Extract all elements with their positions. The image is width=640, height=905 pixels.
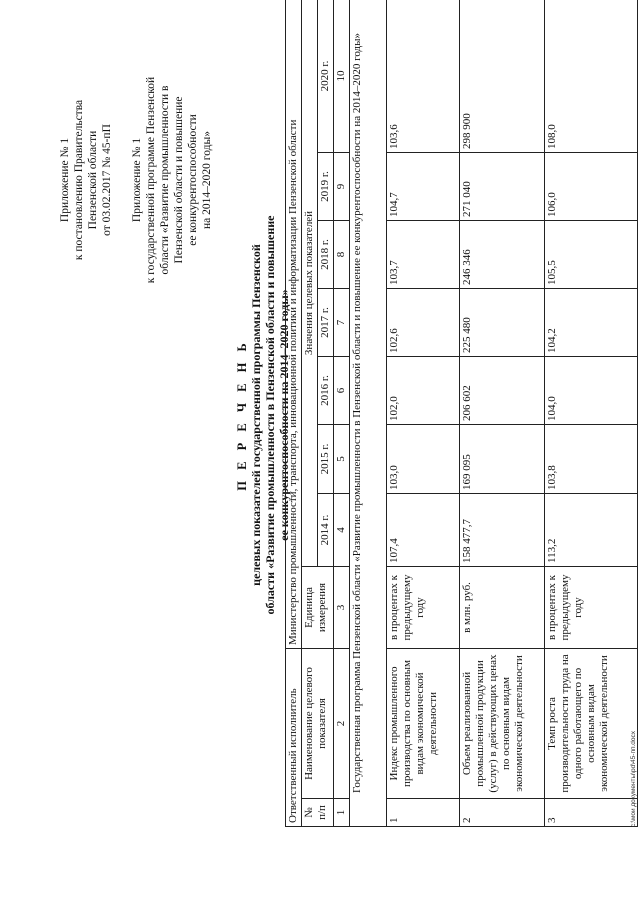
program-line: области «Развитие промышленности в (159, 85, 171, 275)
row-number: 3 (545, 799, 638, 827)
decree-line: Пензенской области (87, 130, 99, 230)
col-number: 4 (334, 494, 350, 567)
row-number: 1 (387, 799, 460, 827)
col-number: 10 (334, 0, 350, 153)
year-header: 2015 г. (318, 425, 334, 494)
col-number: 1 (334, 799, 350, 827)
program-appendix (130, 30, 214, 330)
decree-line: от 03.02.2017 № 45-пП (101, 124, 113, 236)
heading-title: П Е Р Е Ч Е Н Ь (235, 339, 249, 491)
indicator-value: 113,2 (545, 494, 638, 567)
document-heading (235, 155, 291, 675)
heading-line: ее конкурентоспособности на 2014–2020 годы» (277, 289, 291, 541)
decree-line: к постановлению Правительства (73, 99, 85, 261)
indicator-value: 158 477,7 (460, 494, 545, 567)
col-number: 3 (334, 567, 350, 649)
indicator-value: 103,7 (387, 221, 460, 289)
indicator-value: 104,7 (387, 153, 460, 221)
year-header: 2019 г. (318, 153, 334, 221)
program-row (350, 0, 387, 827)
program-line: к государственной программе Пензенской (145, 76, 157, 284)
indicator-name: Объем реализованной промышленной продукции (услуг) в действующих ценах по основным видам экономической деятельности (460, 649, 545, 799)
responsible-value: Министерство промышленности, транспорта, инновационной политики и информатизации Пензенской области (286, 0, 302, 649)
indicator-value: 206 602 (460, 357, 545, 425)
indicator-value: 102,6 (387, 289, 460, 357)
indicator-value: 225 480 (460, 289, 545, 357)
col-name-header: Наименование целевого показателя (302, 649, 334, 799)
indicator-value: 246 346 (460, 221, 545, 289)
indicator-value: 106,0 (545, 153, 638, 221)
indicator-value: 105,5 (545, 221, 638, 289)
col-number: 9 (334, 153, 350, 221)
indicator-value: 169 095 (460, 425, 545, 494)
col-number: 6 (334, 357, 350, 425)
year-header: 2014 г. (318, 494, 334, 567)
column-numbers-row (334, 0, 350, 827)
responsible-label: Ответственный исполнитель (286, 649, 302, 827)
col-number: 8 (334, 221, 350, 289)
indicator-value: 103,0 (387, 425, 460, 494)
indicator-value: 102,0 (387, 357, 460, 425)
program-line: ее конкурентоспособности (187, 114, 199, 246)
appendix-block (58, 30, 230, 330)
program-line: Приложение № 1 (131, 137, 143, 223)
program-line: Пензенской области и повышение (173, 96, 185, 264)
row-number: 2 (460, 799, 545, 827)
header-row (302, 0, 318, 827)
indicator-unit: в процентах к предыдущему году (387, 567, 460, 649)
indicator-value: 298 900 (460, 0, 545, 153)
file-path-footer: c:\мои документы\рd\45-пп.docx (630, 730, 637, 827)
table-row (460, 0, 545, 827)
table-row (387, 0, 460, 827)
year-header: 2017 г. (318, 289, 334, 357)
col-number: 7 (334, 289, 350, 357)
indicator-unit: в процентах к предыдущему году (545, 567, 638, 649)
program-line: на 2014–2020 годы» (201, 131, 213, 229)
indicators-table (285, 0, 638, 827)
program-title-cell: Государственная программа Пензенской области «Развитие промышленности в Пензенской области и повышение ее конкурентоспособности на 2014–2020 годы» (350, 0, 387, 827)
col-no-header: № п/п (302, 799, 334, 827)
indicator-value: 271 040 (460, 153, 545, 221)
table-row (545, 0, 638, 827)
decree-appendix (58, 30, 114, 330)
year-header: 2016 г. (318, 357, 334, 425)
col-number: 2 (334, 649, 350, 799)
heading-line: целевых показателей государственной программы Пензенской (249, 244, 263, 586)
decree-line: Приложение № 1 (59, 137, 71, 223)
indicator-value: 103,6 (387, 0, 460, 153)
year-header: 2020 г. (318, 0, 334, 153)
indicator-value: 104,0 (545, 357, 638, 425)
indicator-name: Индекс промышленного производства по основным видам экономической деятельности (387, 649, 460, 799)
col-values-header: Значения целевых показателей (302, 0, 318, 567)
col-unit-header: Единица измерения (302, 567, 334, 649)
indicator-value: 107,4 (387, 494, 460, 567)
year-header: 2018 г. (318, 221, 334, 289)
indicator-value: 103,8 (545, 425, 638, 494)
indicator-name: Темп роста производительности труда на одного работающего по основным видам экономической деятельности (545, 649, 638, 799)
indicator-value: 108,0 (545, 0, 638, 153)
indicator-unit: в млн. руб. (460, 567, 545, 649)
col-number: 5 (334, 425, 350, 494)
indicator-value: 104,2 (545, 289, 638, 357)
heading-line: области «Развитие промышленности в Пензенской области и повышение (263, 215, 277, 615)
responsible-row (286, 0, 302, 827)
